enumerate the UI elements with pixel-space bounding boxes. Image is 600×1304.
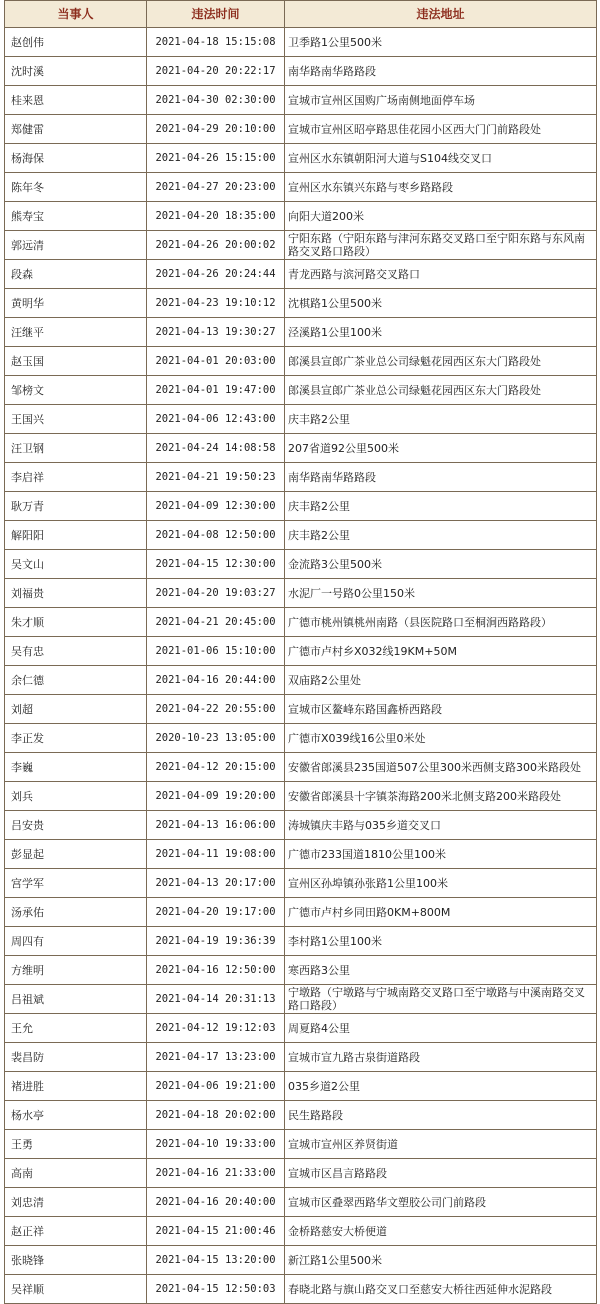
table-row	[5, 898, 597, 927]
time-cell: 2021-04-23 19:10:12	[147, 289, 285, 318]
table-row	[5, 985, 597, 1014]
table-row	[5, 144, 597, 173]
table-row	[5, 289, 597, 318]
table-header-row	[5, 1, 597, 28]
table-row	[5, 724, 597, 753]
time-cell: 2021-04-18 20:02:00	[147, 1101, 285, 1130]
time-cell: 2021-04-10 19:33:00	[147, 1130, 285, 1159]
address-cell: 宣州区孙埠镇孙张路1公里100米	[285, 869, 597, 898]
table-row	[5, 28, 597, 57]
address-cell: 周夏路4公里	[285, 1014, 597, 1043]
time-cell: 2021-04-01 20:03:00	[147, 347, 285, 376]
address-cell: 庆丰路2公里	[285, 521, 597, 550]
time-cell: 2021-04-26 15:15:00	[147, 144, 285, 173]
address-cell: 广德市X039线16公里0米处	[285, 724, 597, 753]
table-row	[5, 550, 597, 579]
table-row	[5, 695, 597, 724]
address-cell: 广德市233国道1810公里100米	[285, 840, 597, 869]
address-cell: 李村路1公里100米	[285, 927, 597, 956]
address-cell: 民生路路段	[285, 1101, 597, 1130]
table-row	[5, 260, 597, 289]
time-cell: 2021-04-06 19:21:00	[147, 1072, 285, 1101]
table-row	[5, 811, 597, 840]
address-cell: 卫季路1公里500米	[285, 28, 597, 57]
address-cell: 沈棋路1公里500米	[285, 289, 597, 318]
address-cell: 涛城镇庆丰路与035乡道交叉口	[285, 811, 597, 840]
address-cell: 宁墩路（宁墩路与宁城南路交叉路口至宁墩路与中溪南路交叉路口路段）	[285, 985, 597, 1014]
time-cell: 2021-04-15 21:00:46	[147, 1217, 285, 1246]
time-cell: 2021-04-06 12:43:00	[147, 405, 285, 434]
table-row	[5, 318, 597, 347]
table-row	[5, 608, 597, 637]
party-cell: 黄明华	[5, 289, 147, 318]
party-cell: 耿万青	[5, 492, 147, 521]
time-cell: 2021-04-20 18:35:00	[147, 202, 285, 231]
table-row	[5, 1043, 597, 1072]
address-cell: 金流路3公里500米	[285, 550, 597, 579]
time-cell: 2021-04-08 12:50:00	[147, 521, 285, 550]
party-cell: 陈年冬	[5, 173, 147, 202]
party-cell: 王国兴	[5, 405, 147, 434]
party-cell: 吴文山	[5, 550, 147, 579]
table-row	[5, 1275, 597, 1304]
address-cell: 南华路南华路路段	[285, 57, 597, 86]
time-cell: 2021-04-26 20:00:02	[147, 231, 285, 260]
time-cell: 2021-04-13 19:30:27	[147, 318, 285, 347]
table-row	[5, 927, 597, 956]
address-cell: 新江路1公里500米	[285, 1246, 597, 1275]
time-cell: 2021-04-20 19:17:00	[147, 898, 285, 927]
time-cell: 2021-04-15 12:50:03	[147, 1275, 285, 1304]
address-cell: 南华路南华路路段	[285, 463, 597, 492]
party-cell: 褚进胜	[5, 1072, 147, 1101]
party-cell: 刘超	[5, 695, 147, 724]
time-cell: 2021-04-29 20:10:00	[147, 115, 285, 144]
time-cell: 2021-04-20 20:22:17	[147, 57, 285, 86]
party-cell: 桂来恩	[5, 86, 147, 115]
party-cell: 熊寿宝	[5, 202, 147, 231]
party-cell: 朱才顺	[5, 608, 147, 637]
table-row	[5, 1159, 597, 1188]
party-cell: 高南	[5, 1159, 147, 1188]
table-row	[5, 231, 597, 260]
address-cell: 青龙西路与滨河路交叉路口	[285, 260, 597, 289]
time-cell: 2021-04-09 12:30:00	[147, 492, 285, 521]
party-cell: 王允	[5, 1014, 147, 1043]
time-cell: 2021-04-12 19:12:03	[147, 1014, 285, 1043]
party-cell: 宫学军	[5, 869, 147, 898]
address-cell: 金桥路慈安大桥便道	[285, 1217, 597, 1246]
party-cell: 赵创伟	[5, 28, 147, 57]
table-row	[5, 1246, 597, 1275]
table-row	[5, 173, 597, 202]
party-cell: 沈时溪	[5, 57, 147, 86]
header-party: 当事人	[5, 1, 147, 28]
time-cell: 2021-04-21 19:50:23	[147, 463, 285, 492]
time-cell: 2021-04-16 12:50:00	[147, 956, 285, 985]
header-time: 违法时间	[147, 1, 285, 28]
time-cell: 2021-04-21 20:45:00	[147, 608, 285, 637]
address-cell: 宣城市区鳌峰东路国鑫桥西路段	[285, 695, 597, 724]
party-cell: 张晓锋	[5, 1246, 147, 1275]
party-cell: 刘兵	[5, 782, 147, 811]
party-cell: 赵玉国	[5, 347, 147, 376]
party-cell: 赵正祥	[5, 1217, 147, 1246]
address-cell: 035乡道2公里	[285, 1072, 597, 1101]
time-cell: 2021-04-16 20:40:00	[147, 1188, 285, 1217]
table-row	[5, 86, 597, 115]
time-cell: 2021-04-26 20:24:44	[147, 260, 285, 289]
party-cell: 李巍	[5, 753, 147, 782]
time-cell: 2021-04-01 19:47:00	[147, 376, 285, 405]
address-cell: 安徽省郎溪县十字镇茶海路200米北侧支路200米路段处	[285, 782, 597, 811]
party-cell: 王勇	[5, 1130, 147, 1159]
party-cell: 郭远清	[5, 231, 147, 260]
party-cell: 裴昌防	[5, 1043, 147, 1072]
time-cell: 2021-04-30 02:30:00	[147, 86, 285, 115]
time-cell: 2021-04-24 14:08:58	[147, 434, 285, 463]
address-cell: 宣城市区叠翠西路华文塑胶公司门前路段	[285, 1188, 597, 1217]
table-row	[5, 115, 597, 144]
party-cell: 吕安贵	[5, 811, 147, 840]
violation-table	[4, 0, 597, 1304]
table-row	[5, 521, 597, 550]
address-cell: 双庙路2公里处	[285, 666, 597, 695]
address-cell: 泾溪路1公里100米	[285, 318, 597, 347]
party-cell: 吴有忠	[5, 637, 147, 666]
table-row	[5, 637, 597, 666]
time-cell: 2021-04-17 13:23:00	[147, 1043, 285, 1072]
table-row	[5, 347, 597, 376]
address-cell: 庆丰路2公里	[285, 405, 597, 434]
address-cell: 郎溪县宣郎广茶业总公司绿魁花园西区东大门路段处	[285, 376, 597, 405]
party-cell: 李启祥	[5, 463, 147, 492]
table-row	[5, 434, 597, 463]
address-cell: 安徽省郎溪县235国道507公里300米西侧支路300米路段处	[285, 753, 597, 782]
party-cell: 汪继平	[5, 318, 147, 347]
party-cell: 彭显起	[5, 840, 147, 869]
time-cell: 2020-10-23 13:05:00	[147, 724, 285, 753]
header-address: 违法地址	[285, 1, 597, 28]
address-cell: 宣城市宣州区养贤街道	[285, 1130, 597, 1159]
time-cell: 2021-04-16 21:33:00	[147, 1159, 285, 1188]
table-row	[5, 869, 597, 898]
party-cell: 刘福贵	[5, 579, 147, 608]
table-row	[5, 1188, 597, 1217]
table-row	[5, 57, 597, 86]
party-cell: 吴祥顺	[5, 1275, 147, 1304]
address-cell: 郎溪县宣郎广茶业总公司绿魁花园西区东大门路段处	[285, 347, 597, 376]
address-cell: 宣城市区昌言路路段	[285, 1159, 597, 1188]
party-cell: 李正发	[5, 724, 147, 753]
address-cell: 庆丰路2公里	[285, 492, 597, 521]
table-row	[5, 753, 597, 782]
address-cell: 向阳大道200米	[285, 202, 597, 231]
table-row	[5, 666, 597, 695]
table-row	[5, 376, 597, 405]
table-row	[5, 492, 597, 521]
party-cell: 杨水亭	[5, 1101, 147, 1130]
time-cell: 2021-04-22 20:55:00	[147, 695, 285, 724]
party-cell: 吕祖斌	[5, 985, 147, 1014]
party-cell: 汪卫钢	[5, 434, 147, 463]
party-cell: 刘忠清	[5, 1188, 147, 1217]
time-cell: 2021-04-11 19:08:00	[147, 840, 285, 869]
table-row	[5, 1014, 597, 1043]
party-cell: 汤承佑	[5, 898, 147, 927]
table-row	[5, 1130, 597, 1159]
time-cell: 2021-04-16 20:44:00	[147, 666, 285, 695]
party-cell: 周四有	[5, 927, 147, 956]
time-cell: 2021-04-15 13:20:00	[147, 1246, 285, 1275]
time-cell: 2021-04-13 20:17:00	[147, 869, 285, 898]
address-cell: 广德市桃州镇桃州南路（县医院路口至桐涧西路路段）	[285, 608, 597, 637]
table-row	[5, 202, 597, 231]
address-cell: 宣城市宣九路古泉街道路段	[285, 1043, 597, 1072]
address-cell: 207省道92公里500米	[285, 434, 597, 463]
table-row	[5, 405, 597, 434]
time-cell: 2021-04-09 19:20:00	[147, 782, 285, 811]
table-row	[5, 956, 597, 985]
time-cell: 2021-04-19 19:36:39	[147, 927, 285, 956]
party-cell: 解阳阳	[5, 521, 147, 550]
address-cell: 广德市卢村乡X032线19KM+50M	[285, 637, 597, 666]
time-cell: 2021-04-20 19:03:27	[147, 579, 285, 608]
address-cell: 春晓北路与旗山路交叉口至慈安大桥往西延伸水泥路段	[285, 1275, 597, 1304]
table-row	[5, 1072, 597, 1101]
party-cell: 段森	[5, 260, 147, 289]
party-cell: 杨海保	[5, 144, 147, 173]
time-cell: 2021-04-12 20:15:00	[147, 753, 285, 782]
table-row	[5, 1101, 597, 1130]
time-cell: 2021-04-18 15:15:08	[147, 28, 285, 57]
table-row	[5, 579, 597, 608]
table-row	[5, 840, 597, 869]
time-cell: 2021-01-06 15:10:00	[147, 637, 285, 666]
address-cell: 宣城市宣州区昭亭路思佳花园小区西大门门前路段处	[285, 115, 597, 144]
address-cell: 宣城市宣州区国购广场南侧地面停车场	[285, 86, 597, 115]
table-row	[5, 463, 597, 492]
party-cell: 邹榜文	[5, 376, 147, 405]
time-cell: 2021-04-13 16:06:00	[147, 811, 285, 840]
party-cell: 郑健雷	[5, 115, 147, 144]
address-cell: 广德市卢村乡同田路0KM+800M	[285, 898, 597, 927]
party-cell: 方维明	[5, 956, 147, 985]
address-cell: 宣州区水东镇朝阳河大道与S104线交叉口	[285, 144, 597, 173]
table-row	[5, 1217, 597, 1246]
time-cell: 2021-04-14 20:31:13	[147, 985, 285, 1014]
time-cell: 2021-04-27 20:23:00	[147, 173, 285, 202]
address-cell: 寒西路3公里	[285, 956, 597, 985]
time-cell: 2021-04-15 12:30:00	[147, 550, 285, 579]
address-cell: 宣州区水东镇兴东路与枣乡路路段	[285, 173, 597, 202]
address-cell: 宁阳东路（宁阳东路与津河东路交叉路口至宁阳东路与东风南路交叉路口路段）	[285, 231, 597, 260]
table-row	[5, 782, 597, 811]
address-cell: 水泥厂一号路0公里150米	[285, 579, 597, 608]
party-cell: 余仁德	[5, 666, 147, 695]
